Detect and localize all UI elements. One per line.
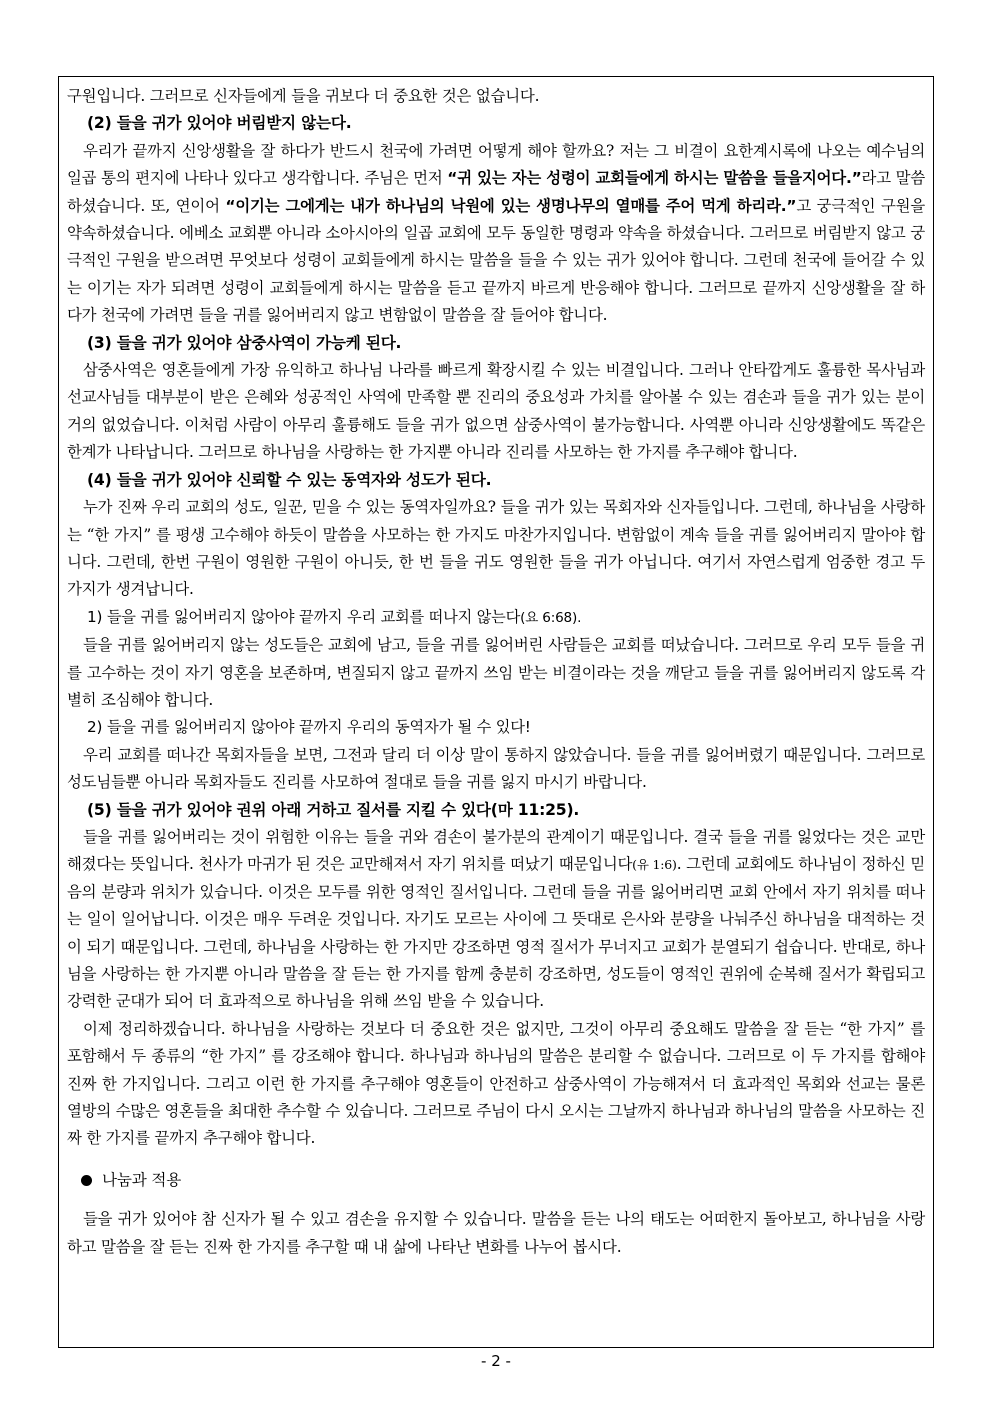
subsection-4-1-paragraph: 들을 귀를 잃어버리지 않는 성도들은 교회에 남고, 들을 귀를 잃어버린 사람들은 교회를 떠났습니다. 그러므로 우리 모두 들을 귀를 고수하는 것이 자기 영혼을 보존하며, 변질되지 않고 끝까지 쓰임 받는 비결이라는 것을 깨닫고 들을 귀를 잃어버리지 않도록 각별히 조심해야 합니다. — [67, 636, 925, 709]
content-frame — [58, 76, 934, 1348]
section-heading-2: (2) 들을 귀가 있어야 버림받지 않는다. — [87, 114, 352, 133]
sharing-paragraph: 들을 귀가 있어야 참 신자가 될 수 있고 겸손을 유지할 수 있습니다. 말씀을 듣는 나의 태도는 어떠한지 돌아보고, 하나님을 사랑하고 말씀을 잘 듣는 진짜 한 가지를 추구할 때 내 삶에 나타난 변화를 나누어 봅시다. — [67, 1210, 925, 1256]
section-heading-3: (3) 들을 귀가 있어야 삼중사역이 가능케 된다. — [87, 333, 402, 352]
body-text — [67, 83, 925, 1261]
section-heading-5: (5) 들을 귀가 있어야 권위 아래 거하고 질서를 지킬 수 있다(마 11:25). — [87, 800, 580, 819]
summary-paragraph: 이제 정리하겠습니다. 하나님을 사랑하는 것보다 더 중요한 것은 없지만, 그것이 아무리 중요해도 말씀을 잘 듣는 “한 가지” 를 포함해서 두 종류의 “한 가지” 를 강조해야 합니다. 하나님과 하나님의 말씀은 분리할 수 없습니다. 그러므로 이 두 가지를 합해야 진짜 한 가지입니다. 그리고 이런 한 가지를 추구해야 영혼들이 안전하고 삼중사역이 가능해져서 더 효과적인 목회와 선교는 물론 열방의 수많은 영혼들을 최대한 추수할 수 있습니다. 그러므로 주님이 다시 오시는 그날까지 하나님과 하나님의 말씀을 사모하는 진짜 한 가지를 끝까지 추구해야 합니다. — [67, 1019, 925, 1148]
continuation-paragraph: 구원입니다. 그러므로 신자들에게 들을 귀보다 더 중요한 것은 없습니다. — [67, 87, 540, 105]
scripture-reference: (유 1:6) — [632, 857, 677, 873]
bible-quote: “이기는 그에게는 내가 하나님의 낙원에 있는 생명나무의 열매를 주어 먹게 하리라.” — [225, 196, 797, 215]
paragraph-text: 고 궁극적인 구원을 약속하셨습니다. 에베소 교회뿐 아니라 소아시아의 일곱 교회에 모두 동일한 명령과 약속을 하셨습니다. 그러므로 버림받지 않고 궁극적인 구원을 받으려면 무엇보다 성령이 교회들에게 하시는 말씀을 들을 수 있는 귀가 있어야 합니다. 그런데 천국에 들어갈 수 있는 이기는 자가 되려면 성령이 교회들에게 하시는 말씀을 듣고 끝까지 바르게 반응해야 합니다. 그러므로 끝까지 신앙생활을 잘 하다가 천국에 가려면 들을 귀를 잃어버리지 않고 변함없이 말씀을 잘 들어야 합니다. — [67, 196, 925, 325]
section-heading-4: (4) 들을 귀가 있어야 신뢰할 수 있는 동역자와 성도가 된다. — [87, 470, 492, 489]
page-number: - 2 - — [481, 1352, 511, 1370]
subheading-text: 1) 들을 귀를 잃어버리지 않아야 끝까지 우리 교회를 떠나지 않는다 — [87, 607, 521, 626]
section-5-paragraph — [67, 824, 925, 1016]
bullet-icon — [81, 1175, 92, 1186]
section-3-paragraph: 삼중사역은 영혼들에게 가장 유익하고 하나님 나라를 빠르게 확장시킬 수 있는 비결입니다. 그러나 안타깝게도 훌륭한 목사님과 선교사님들 대부분이 받은 은혜와 성공적인 사역에 만족할 뿐 진리의 중요성과 가치를 알아볼 수 있는 겸손과 들을 귀가 있는 분이 거의 없었습니다. 이처럼 사람이 아무리 훌륭해도 들을 귀가 없으면 삼중사역이 불가능합니다. 사역뿐 아니라 신앙생활에도 똑같은 한계가 나타납니다. 그러므로 하나님을 사랑하는 한 가지뿐 아니라 진리를 사모하는 한 가지를 추구해야 합니다. — [67, 361, 925, 462]
sharing-heading — [81, 1167, 925, 1194]
paragraph-text: 라고 말씀하셨습니다. 또, 연이어 — [67, 169, 925, 215]
paragraph-text: 우리가 끝까지 신앙생활을 잘 하다가 반드시 천국에 가려면 어떻게 해야 할까요? 저는 그 비결이 요한계시록에 나오는 예수님의 일곱 통의 편지에 나타나 있다고 생각합니다. 주님은 먼저 — [67, 141, 925, 188]
subheading-4-2: 2) 들을 귀를 잃어버리지 않아야 끝까지 우리의 동역자가 될 수 있다! — [87, 718, 531, 737]
paragraph-text: 들을 귀를 잃어버리는 것이 위험한 이유는 들을 귀와 겸손이 불가분의 관계이기 때문입니다. 결국 들을 귀를 잃었다는 것은 교만해졌다는 뜻입니다. 천사가 마귀가 된 것은 교만해져서 자기 위치를 떠났기 때문입니다 — [67, 827, 925, 874]
scripture-reference: (요 6:68). — [520, 609, 582, 626]
section-2-paragraph — [67, 138, 925, 330]
sharing-title: 나눔과 적용 — [102, 1170, 182, 1189]
subheading-4-1 — [67, 604, 925, 632]
paragraph-text: . 그런데 교회에도 하나님이 정하신 믿음의 분량과 위치가 있습니다. 이것은 모두를 위한 영적인 질서입니다. 그런데 들을 귀를 잃어버리면 교회 안에서 자기 위치를 떠나는 일이 일어납니다. 이것은 매우 두려운 것입니다. 자기도 모르는 사이에 그 뜻대로 은사와 분량을 나눠주신 하나님을 대적하는 것이 되기 때문입니다. 그런데, 하나님을 사랑하는 한 가지만 강조하면 영적 질서가 무너지고 교회가 분열되기 쉽습니다. 반대로, 하나님을 사랑하는 한 가지뿐 아니라 말씀을 잘 듣는 한 가지를 함께 충분히 강조하면, 성도들이 영적인 권위에 순복해 질서가 확립되고 강력한 군대가 되어 더 효과적으로 하나님을 위해 쓰임 받을 수 있습니다. — [67, 855, 925, 1011]
section-4-paragraph: 누가 진짜 우리 교회의 성도, 일꾼, 믿을 수 있는 동역자일까요? 들을 귀가 있는 목회자와 신자들입니다. 그런데, 하나님을 사랑하는 “한 가지” 를 평생 고수해야 하듯이 말씀을 사모하는 한 가지도 마찬가지입니다. 변함없이 계속 들을 귀를 잃어버리지 말아야 합니다. 그런데, 한번 구원이 영원한 구원이 아니듯, 한 번 들을 귀도 영원한 들을 귀가 아닙니다. 여기서 자연스럽게 엄중한 경고 두 가지가 생겨납니다. — [67, 498, 925, 599]
subsection-4-2-paragraph: 우리 교회를 떠나간 목회자들을 보면, 그전과 달리 더 이상 말이 통하지 않았습니다. 들을 귀를 잃어버렸기 때문입니다. 그러므로 성도님들뿐 아니라 목회자들도 진리를 사모하여 절대로 들을 귀를 잃지 마시기 바랍니다. — [67, 745, 925, 792]
bible-quote: “귀 있는 자는 성령이 교회들에게 하시는 말씀을 들을지어다.” — [447, 169, 862, 188]
